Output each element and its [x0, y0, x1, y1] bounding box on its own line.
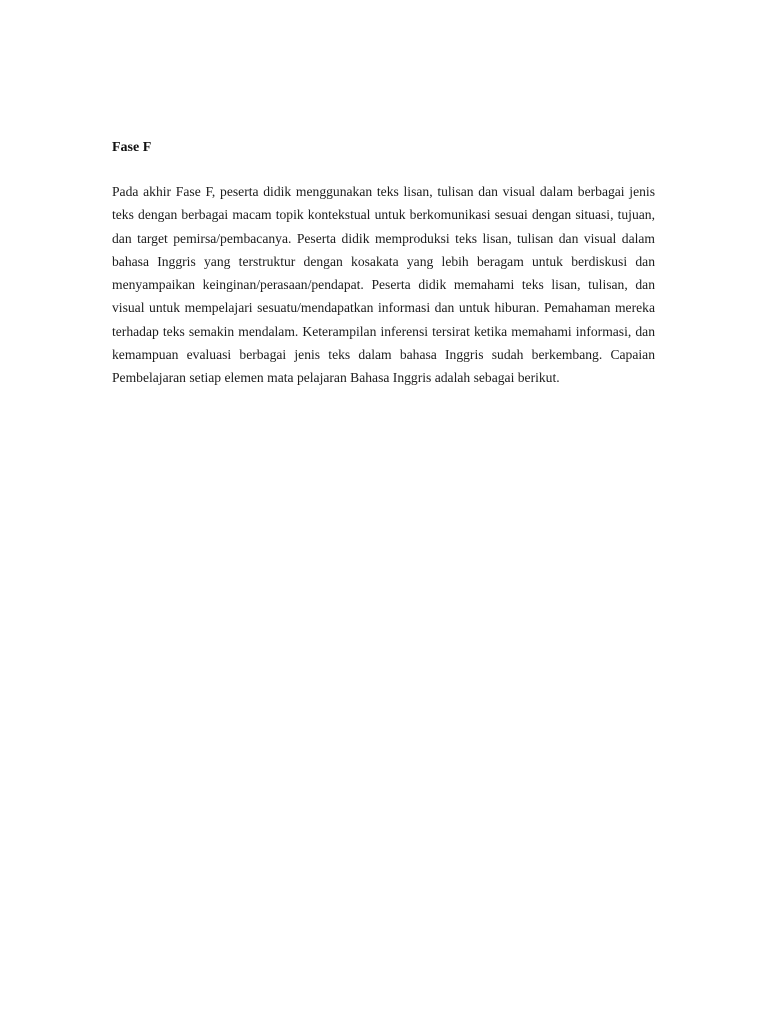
section-heading: Fase F [112, 140, 152, 155]
body-paragraph: Pada akhir Fase F, peserta didik menggunakan teks lisan, tulisan dan visual dalam berbagai jenis teks dengan berbagai macam topik kontekstual untuk berkomunikasi sesuai dengan situasi, tujuan, dan target pemirsa/pembacanya. Peserta didik memproduksi teks lisan, tulisan dan visual dalam bahasa Inggris yang terstruktur dengan kosakata yang lebih beragam untuk berdiskusi dan menyampaikan keinginan/perasaan/pendapat. Peserta didik memahami teks lisan, tulisan, dan visual untuk mempelajari sesuatu/mendapatkan informasi dan untuk hiburan. Pemahaman mereka terhadap teks semakin mendalam. Keterampilan inferensi tersirat ketika memahami informasi, dan kemampuan evaluasi berbagai jenis teks dalam bahasa Inggris sudah berkembang. Capaian Pembelajaran setiap elemen mata pelajaran Bahasa Inggris adalah sebagai berikut. [112, 184, 655, 386]
